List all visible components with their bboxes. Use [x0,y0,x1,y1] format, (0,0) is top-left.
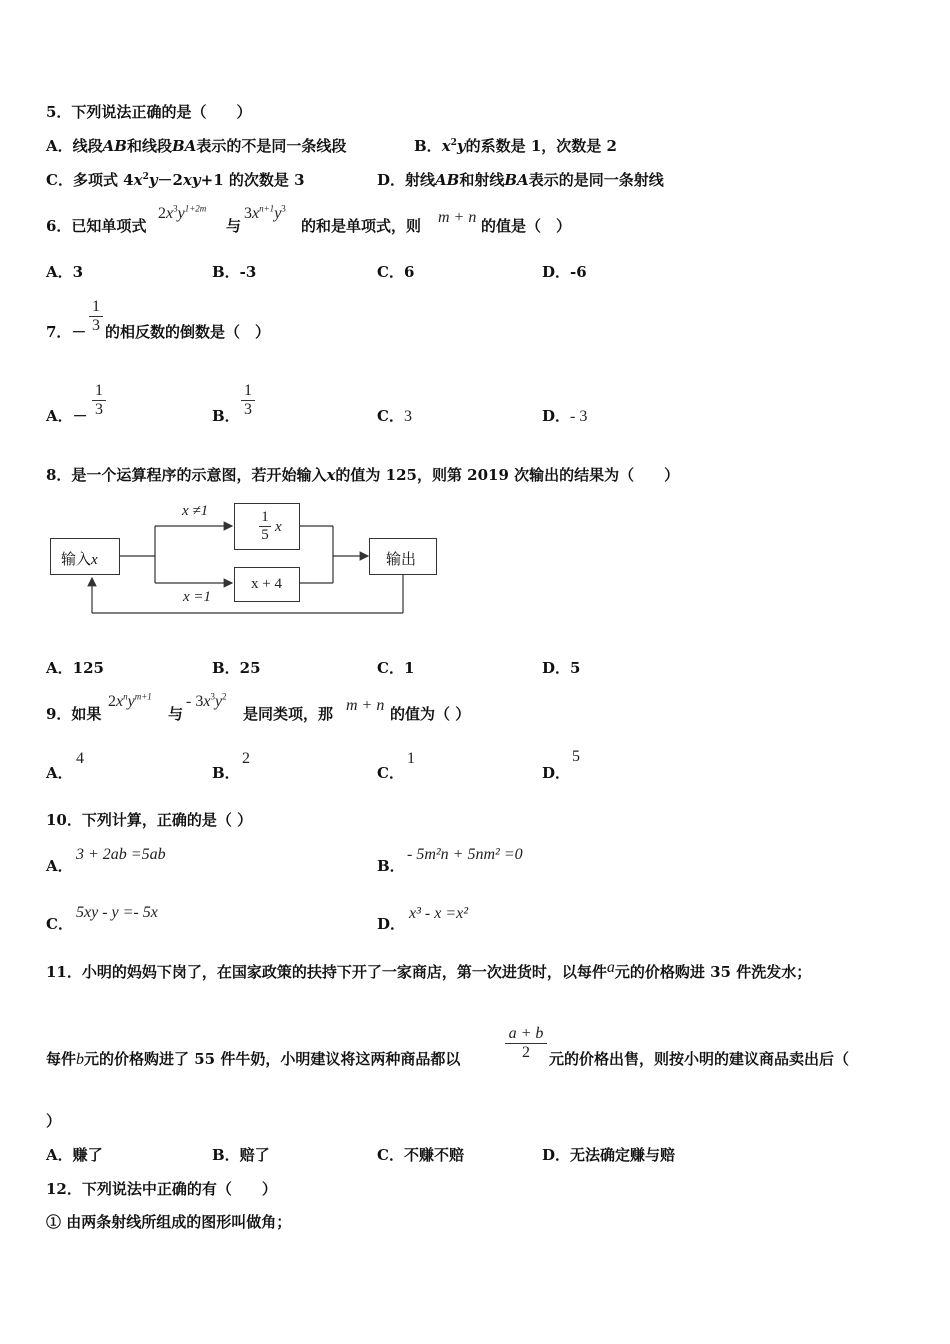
q8-stem: 8．是一个运算程序的示意图，若开始输入x的值为 125，则第 2019 次输出的结果为（ ） [46,466,680,484]
q9-option-c: C． 1 [377,750,415,782]
q5-option-c: C．多项式 $4x^2y-2xy+1$ 的次数是 3 [46,171,305,189]
q7-fraction: $\frac{1}{3}$ [89,298,103,335]
q10-stem: 10．下列计算，正确的是（ ） [46,811,253,829]
q7-stem-b: 的相反数的倒数是（ ） [105,323,271,341]
q11-option-a: A．赚了 [46,1146,103,1164]
q9-option-b: B． 2 [212,750,250,782]
q7-option-d: D．- 3 [542,407,588,425]
flow-box-top-var: x [275,519,282,535]
q6-term1: $2x^3y^{1+2m}$ [158,203,207,222]
q11-line3: ） [46,1112,62,1130]
q7-option-a-fraction: $\frac{1}{3}$ [92,382,106,419]
q8-option-a: A．125 [46,659,104,677]
flow-box-top [234,503,300,550]
q10-option-c: C． 5xy - y =- 5x [46,904,158,933]
q11-line2: 每件b元的价格购进了 55 件牛奶，小明建议将这两种商品都以 [46,1050,461,1068]
q6-option-c: C．6 [377,263,415,281]
flow-cond-bottom: x =1 [183,589,212,605]
q11-option-b: B．赔了 [212,1146,270,1164]
q6-stem-a: 6．已知单项式 [46,217,147,235]
q9-expr: m + n [346,697,385,714]
q9-option-d: D． 5 [542,748,580,782]
flow-cond-top: x ≠1 [182,503,209,519]
flow-output-box: 输出 [369,538,437,575]
flow-input-box: 输入x [50,538,120,575]
q10-option-b: B． - 5m²n + 5nm² =0 [377,846,523,875]
q5-option-b: B．$x^2y$的系数是 1，次数是 2 [414,137,617,155]
q5-stem: 5．下列说法正确的是（ ） [46,103,252,121]
q8-option-b: B．25 [212,659,261,677]
q7-option-c: C．3 [377,407,412,425]
q6-expr: m + n [438,209,477,226]
q6-option-b: B．-3 [212,263,257,281]
q9-stem-a: 9．如果 [46,705,102,723]
q6-stem-d: 的值是（ ） [481,217,572,235]
q9-stem-c: 是同类项，那 [243,705,334,723]
q11-line1: 11．小明的妈妈下岗了，在国家政策的扶持下开了一家商店，第一次进货时，以每件a元的价格购进 35 件洗发水； [46,959,812,981]
flow-box-bottom: x + 4 [234,567,300,602]
q11-fraction: $\frac{a + b}{2}$ [505,1025,547,1062]
q7-stem-a: 7．－ [46,323,87,341]
q11-line2-end: 元的价格出售，则按小明的建议商品卖出后（ [549,1050,850,1068]
q7-option-b-label: B． [212,407,240,425]
flowchart-connectors [0,0,950,640]
q5-option-a: A．线段AB和线段BA表示的不是同一条线段 [46,137,347,155]
q11-option-d: D．无法确定赚与赔 [542,1146,676,1164]
q6-option-d: D．-6 [542,263,587,281]
q9-stem-b: 与 [168,705,184,723]
q12-item-1: ① 由两条射线所组成的图形叫做角； [46,1213,292,1231]
q11-option-c: C．不赚不赔 [377,1146,464,1164]
q9-stem-d: 的值为（ ） [390,705,471,723]
q9-term1: $2x^ny^{m+1}$ [108,691,152,710]
q6-stem-b: 与 [226,217,242,235]
q10-option-d: D． x³ - x =x² [377,905,469,933]
flow-box-top-fraction: $\frac{1}{5}$ [259,509,271,544]
q10-option-a: A． 3 + 2ab =5ab [46,846,166,875]
q9-option-a: A． 4 [46,750,84,782]
q7-option-b-fraction: $\frac{1}{3}$ [241,382,255,419]
q9-term2: - $3x^3y^2$ [186,691,227,710]
q6-stem-c: 的和是单项式，则 [301,217,422,235]
q6-option-a: A．3 [46,263,84,281]
q12-stem: 12．下列说法中正确的有（ ） [46,1180,277,1198]
q5-option-d: D．射线AB和射线BA表示的是同一条射线 [377,171,664,189]
q6-term2: $3x^{n+1}y^3$ [244,203,286,222]
q8-option-c: C．1 [377,659,415,677]
q8-option-d: D．5 [542,659,581,677]
q7-option-a-label: A．－ [46,407,88,425]
